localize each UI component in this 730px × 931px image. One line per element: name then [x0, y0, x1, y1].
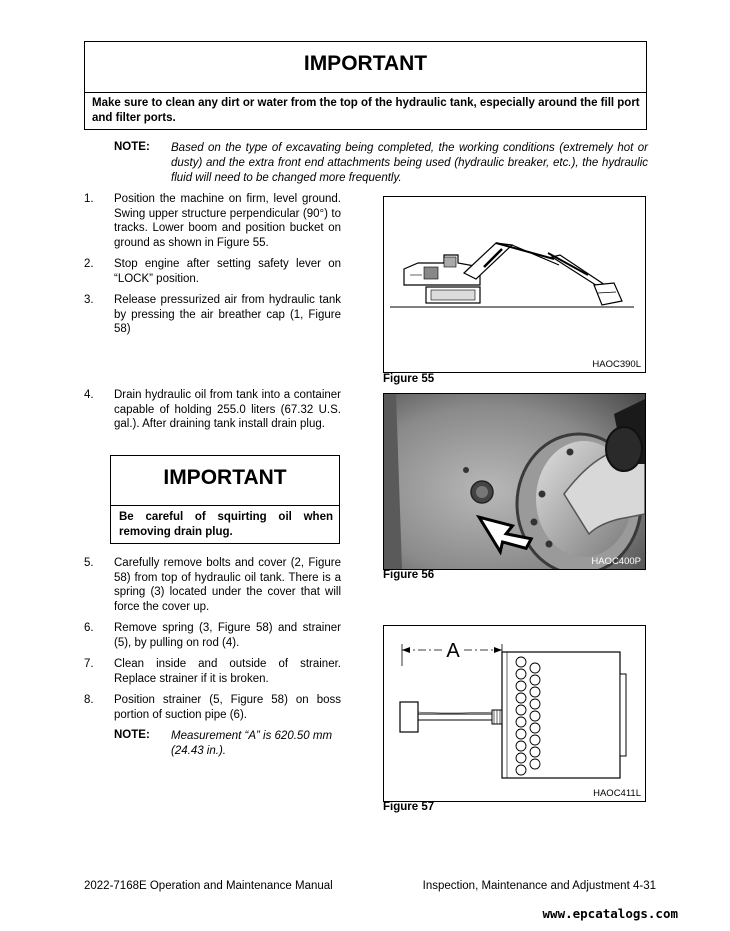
- step-text: Position strainer (5, Figure 58) on boss portion of suction pipe (6).: [114, 694, 341, 721]
- step-number: 4.: [84, 389, 94, 401]
- figure-55-caption: Figure 55: [383, 373, 435, 385]
- figure-56-frame: [383, 393, 646, 570]
- footer-right: Inspection, Maintenance and Adjustment 4-31: [422, 880, 656, 892]
- step-number: 5.: [84, 557, 94, 569]
- figure-code: HAOC411L: [593, 788, 641, 799]
- important-box-mid: [110, 455, 340, 544]
- step-text: Carefully remove bolts and cover (2, Figure 58) from top of hydraulic oil tank. There is a spring (3) located under the cover that will force the cover up.: [114, 557, 341, 613]
- note-text: Based on the type of excavating being completed, the working conditions (extremely hot or dusty) and the extra front end attachments being used (hydraulic breaker, etc.), the hydraulic fluid will need to be changed more frequently.: [171, 142, 648, 184]
- step-8: [84, 693, 344, 723]
- step-number: 3.: [84, 294, 94, 306]
- step-text: Position the machine on firm, level ground. Swing upper structure perpendicular (90°) to tracks. Lower boom and position bucket on ground as shown in Figure 55.: [114, 193, 341, 249]
- note-label: NOTE:: [114, 141, 150, 153]
- step-text: Clean inside and outside of strainer. Replace strainer if it is broken.: [114, 658, 341, 685]
- step-6: [84, 621, 344, 651]
- step-4: [84, 388, 344, 448]
- footer-left: 2022-7168E Operation and Maintenance Manual: [84, 880, 333, 892]
- figure-55-frame: [383, 196, 646, 373]
- figure-code: HAOC400P: [591, 556, 641, 567]
- step-3: [84, 293, 344, 338]
- important-box-top: [84, 41, 647, 130]
- step-text: Drain hydraulic oil from tank into a container capable of holding 255.0 liters (67.32 U.S. gal.). After draining tank install drain plug.: [114, 389, 341, 430]
- figure-56-caption: Figure 56: [383, 569, 435, 581]
- important-title: IMPORTANT: [163, 466, 287, 489]
- step-1: [84, 192, 344, 252]
- step-number: 7.: [84, 658, 94, 670]
- step-number: 8.: [84, 694, 94, 706]
- step-number: 6.: [84, 622, 94, 634]
- step-text: Release pressurized air from hydraulic tank by pressing the air breather cap (1, Figure 58): [114, 294, 341, 335]
- important-divider: [111, 505, 339, 506]
- note-text: Measurement “A” is 620.50 mm (24.43 in.).: [171, 730, 333, 757]
- figure-code: HAOC390L: [592, 359, 641, 370]
- drain-plug-photo: [384, 394, 645, 569]
- step-2: [84, 257, 344, 287]
- important-text: Be careful of squirting oil when removing drain plug.: [119, 511, 333, 538]
- important-divider: [85, 92, 646, 93]
- dimension-label: A: [446, 640, 460, 662]
- strainer-drawing: [384, 626, 645, 801]
- step-number: 1.: [84, 193, 94, 205]
- note-label: NOTE:: [114, 729, 150, 741]
- watermark-link[interactable]: www.epcatalogs.com: [542, 906, 678, 921]
- step-7: [84, 657, 344, 687]
- figure-57-frame: [383, 625, 646, 802]
- important-text: Make sure to clean any dirt or water from the top of the hydraulic tank, especially around the fill port and filter ports.: [92, 97, 640, 124]
- step-number: 2.: [84, 258, 94, 270]
- step-text: Remove spring (3, Figure 58) and strainer (5), by pulling on rod (4).: [114, 622, 341, 649]
- excavator-illustration: [384, 197, 645, 372]
- important-title: IMPORTANT: [303, 52, 428, 75]
- figure-57-caption: Figure 57: [383, 801, 435, 813]
- step-text: Stop engine after setting safety lever on “LOCK” position.: [114, 258, 341, 285]
- step-5: [84, 556, 344, 616]
